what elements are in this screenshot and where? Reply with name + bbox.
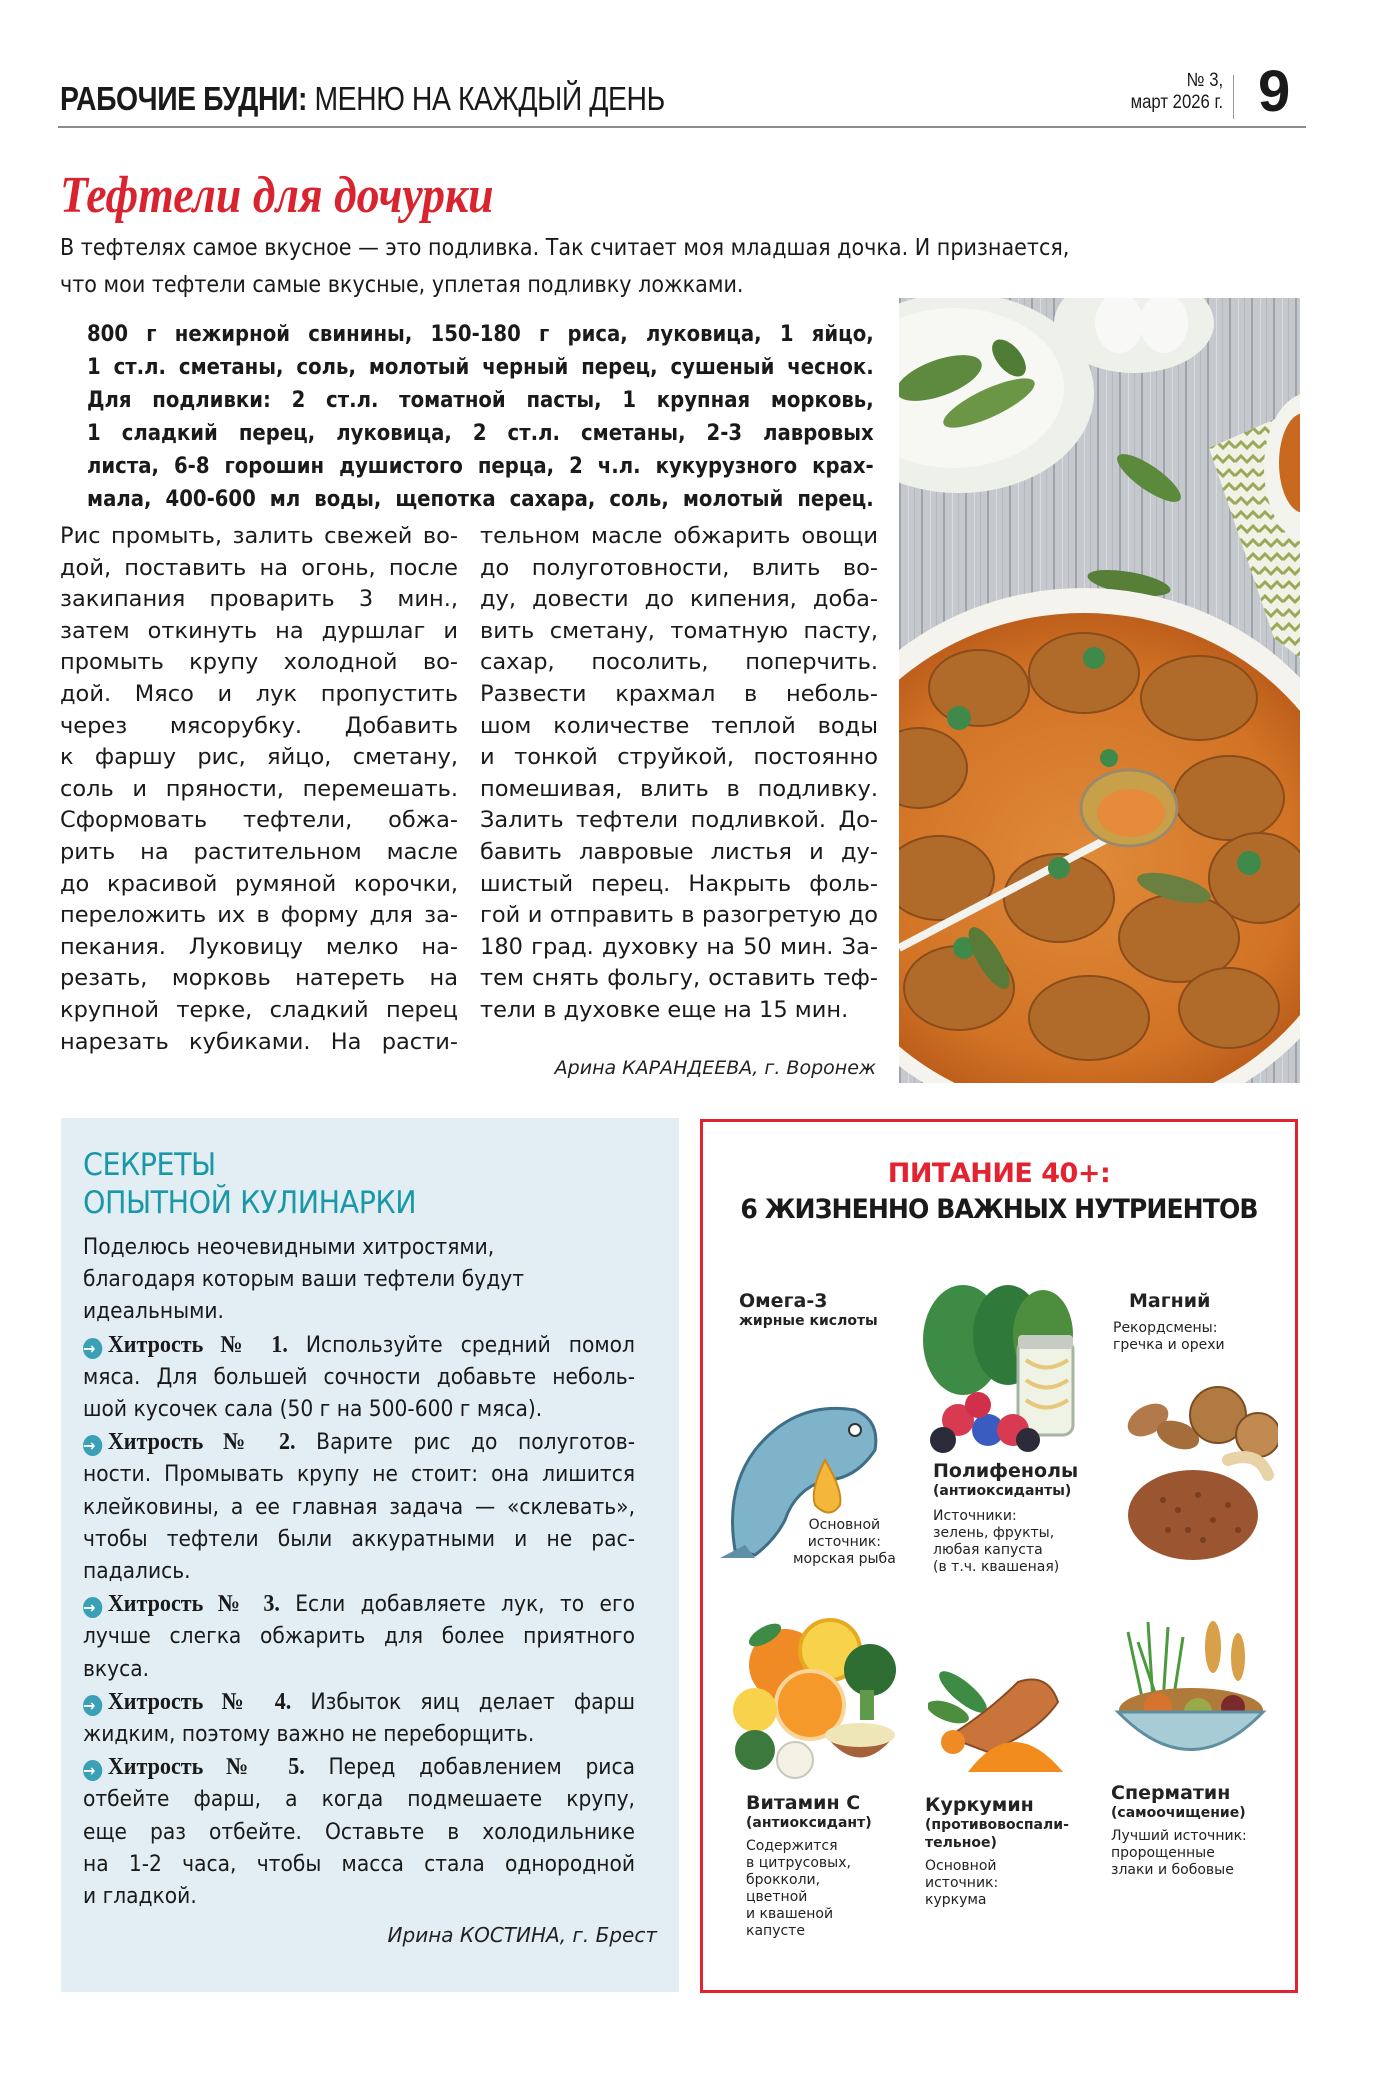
greens-berries-jar-icon [918, 1280, 1088, 1455]
sprouts-bowl-icon [1113, 1612, 1268, 1772]
nutrient-magnesium [1113, 1290, 1225, 1354]
meatballs-in-sauce-photo-icon [899, 298, 1300, 1083]
tip-text-line: шой кусочек сала (50 г на 500-600 г мяса). [83, 1397, 543, 1423]
tip-text: Если добавляете лук, то его [279, 1592, 635, 1618]
nutrient-desc-line: пророщенные [1111, 1845, 1215, 1861]
ingredients-line: 1 сладкий перец, луковица, 2 ст.л. сметаны, 2-3 лавровых [87, 421, 874, 446]
body-text-line: закипания проварить 3 мин., [60, 586, 458, 613]
arrow-right-circle-icon: → [83, 1597, 102, 1618]
citrus-broccoli-icon [725, 1610, 910, 1785]
page-number: 9 [1258, 59, 1291, 124]
body-text-line: шистый перец. Накрыть фоль- [480, 870, 878, 897]
tip-text: Варите рис до полуготов- [295, 1430, 635, 1456]
issue-info [1130, 70, 1223, 114]
nutrient-vitamin-c [746, 1792, 872, 1940]
body-text-line: сахар, посолить, поперчить. [480, 649, 878, 676]
secrets-author: Ирина КОСТИНА, г. Брест [387, 1923, 657, 1947]
tip-item [83, 1329, 635, 1362]
recipe-body-column-2 [480, 521, 878, 1027]
body-text-line: 180 град. духовку на 50 мин. За- [480, 933, 878, 960]
tip-text-line: на 1-2 часа, чтобы масса стала однородной [83, 1851, 635, 1877]
nutrient-spermatin [1111, 1782, 1247, 1879]
nutrition-title: ПИТАНИЕ 40+: [887, 1158, 1111, 1189]
nutrient-subtitle: (антиоксидант) [746, 1815, 872, 1831]
issue-date: март 2026 г. [1130, 92, 1223, 113]
nutrient-desc-line: злаки и бобовые [1111, 1862, 1234, 1878]
body-text-line: крупной терке, сладкий перец [60, 996, 458, 1023]
tip-text-line: падались. [83, 1559, 191, 1585]
nutrient-subtitle-line: тельное) [925, 1835, 997, 1851]
recipe-author: Арина КАРАНДЕЕВА, г. Воронеж [554, 1057, 876, 1079]
tip-item [83, 1588, 635, 1621]
arrow-right-circle-icon: → [83, 1695, 102, 1716]
tip-text-line: мяса. Для большей сочности добавьте неболь- [83, 1364, 635, 1390]
secrets-intro-line: благодаря которым ваши тефтели будут [83, 1267, 524, 1293]
nutrient-desc-line: морская рыба [793, 1551, 896, 1567]
tip-label: Хитрость № 2. [107, 1429, 296, 1456]
body-text-line: помешивая, влить в подливку. [480, 775, 878, 802]
tip-text: Избыток яиц делает фарш [291, 1689, 635, 1715]
tip-text-line: клейковины, а ее главная задача — «склевать», [83, 1494, 635, 1520]
nutrient-desc-line: в цитрусовых, [746, 1855, 851, 1871]
nutrient-desc-line: источник: [807, 1534, 881, 1550]
issue-number: № 3, [1186, 70, 1223, 91]
body-text-line: ду, довести до кипения, доба- [480, 586, 878, 613]
body-text-line: Залить тефтели подливкой. До- [480, 807, 878, 834]
tip-text-line: лучше слегка обжарить для более приятного [83, 1624, 635, 1650]
section-title-bold: РАБОЧИЕ БУДНИ: [60, 80, 308, 117]
body-text-line: дой, поставить на огонь, после [60, 554, 458, 581]
section-header [60, 80, 665, 118]
tip-label: Хитрость № 4. [107, 1688, 292, 1715]
body-text-line: до полуготовности, влить во- [480, 554, 878, 581]
body-text-line: Рис промыть, залить свежей во- [60, 523, 458, 549]
ingredients-line: Для подливки: 2 ст.л. томатной пасты, 1 крупная морковь, [87, 388, 874, 413]
intro-line: В тефтелях самое вкусное — это подливка. Так считает моя младшая дочка. И признается, [60, 235, 1070, 261]
body-text-line: шом количестве теплой воды [480, 712, 878, 739]
nutrient-desc-line: Рекордсмены: [1113, 1320, 1218, 1336]
nutrient-name: Омега-3 [739, 1290, 828, 1312]
recipe-title: Тефтели для дочурки [60, 167, 494, 224]
tip-item [83, 1751, 635, 1784]
tip-item [83, 1426, 635, 1459]
arrow-right-circle-icon: → [83, 1435, 102, 1456]
nutrient-desc-line: куркума [925, 1892, 987, 1908]
body-text-line: рить на растительном масле [60, 838, 458, 865]
body-text-line: Развести крахмал в неболь- [480, 680, 878, 707]
nutrient-name: Куркумин [925, 1794, 1034, 1816]
secrets-title [83, 1146, 416, 1222]
nutrient-desc-line: (в т.ч. квашеная) [933, 1559, 1060, 1575]
tip-text-line: вкуса. [83, 1656, 150, 1682]
ingredients-line: 1 ст.л. сметаны, соль, молотый черный перец, сушеный чеснок. [87, 355, 874, 380]
nutrient-desc-line: цветной [746, 1889, 808, 1905]
nutrient-desc-line: Источники: [933, 1508, 1017, 1524]
nutrient-desc-line: Основной [808, 1517, 881, 1533]
nutrient-desc-line: источник: [925, 1875, 999, 1891]
arrow-right-circle-icon: → [83, 1760, 102, 1781]
body-text-line: тем снять фольгу, оставить теф- [480, 965, 878, 992]
nutrient-desc-line: гречка и орехи [1113, 1337, 1225, 1353]
nutrient-subtitle-line: (противовоспали- [925, 1817, 1069, 1833]
secrets-title-line: СЕКРЕТЫ [83, 1147, 216, 1183]
intro-line: что мои тефтели самые вкусные, уплетая подливку ложками. [60, 272, 744, 298]
body-text-line: дой. Мясо и лук пропустить [60, 680, 458, 707]
nutrient-desc-line: Лучший источник: [1111, 1828, 1247, 1844]
nutrient-name: Полифенолы [933, 1460, 1079, 1482]
body-text-line: через мясорубку. Добавить [60, 712, 458, 739]
body-text-line: тельном масле обжарить овощи [480, 523, 878, 549]
ingredients-line: листа, 6-8 горошин душистого перца, 2 ч.л. кукурузного крах- [87, 454, 874, 479]
body-text-line: резать, морковь натереть на [60, 965, 458, 992]
body-text-line: гой и отправить в разогретую до [480, 902, 878, 929]
nutrient-desc-line: любая капуста [933, 1542, 1043, 1558]
tip-text-line: чтобы тефтели были аккуратными и не рас- [83, 1526, 635, 1552]
body-text-line: переложить их в форму для за- [60, 902, 458, 929]
tip-text: Перед добавлением риса [304, 1755, 635, 1781]
section-title-rest: МЕНЮ НА КАЖДЫЙ ДЕНЬ [314, 80, 665, 117]
body-text-line: к фаршу рис, яйцо, сметану, [60, 744, 458, 771]
tip-item [83, 1686, 635, 1719]
turmeric-icon [928, 1662, 1078, 1782]
ingredients-list [87, 318, 874, 516]
body-text-line: соль и пряности, перемешать. [60, 775, 458, 802]
secrets-intro-line: идеальными. [83, 1299, 224, 1325]
recipe-intro [60, 230, 1194, 304]
nutrition-subtitle: 6 ЖИЗНЕННО ВАЖНЫХ НУТРИЕНТОВ [740, 1194, 1258, 1225]
tip-text-line: отбейте фарш, а когда подмешаете крупу, [83, 1787, 635, 1813]
header-separator [1233, 75, 1234, 119]
body-text-line: бавить лавровые листья и ду- [480, 838, 878, 865]
nutrient-desc-line: зелень, фрукты, [933, 1525, 1055, 1541]
nutrient-subtitle [925, 1816, 1069, 1852]
body-text-line: затем откинуть на дуршлаг и [60, 617, 458, 644]
nutrient-desc-line: Основной [925, 1858, 997, 1874]
nutrient-desc-line: и квашеной [746, 1906, 834, 1922]
tip-text: Используйте средний помол [287, 1332, 635, 1358]
nutrient-name: Сперматин [1111, 1782, 1231, 1804]
tip-label: Хитрость № 1. [107, 1331, 288, 1358]
secrets-intro-line: Поделюсь неочевидными хитростями, [83, 1235, 495, 1260]
tip-text-line: и гладкой. [83, 1884, 197, 1910]
secrets-title-line: ОПЫТНОЙ КУЛИНАРКИ [83, 1185, 417, 1221]
nutrient-name: Магний [1129, 1290, 1211, 1312]
secrets-body [83, 1232, 635, 1913]
body-text-line: пекания. Луковицу мелко на- [60, 933, 458, 960]
nutrient-curcumin [925, 1794, 1069, 1909]
tip-text-line: жидким, поэтому важно не переборщить. [83, 1722, 535, 1748]
nutrient-omega3 [739, 1290, 878, 1330]
nutrient-desc-line: капусте [746, 1923, 805, 1939]
recipe-photo [899, 298, 1300, 1083]
ingredients-line: мала, 400-600 мл воды, щепотка сахара, соль, молотый перец. [87, 487, 874, 512]
nutrient-desc-line: Содержится [746, 1838, 838, 1854]
nutrient-subtitle: (самоочищение) [1111, 1805, 1246, 1821]
nutrient-subtitle: (антиоксиданты) [933, 1483, 1072, 1499]
recipe-body-column-1 [60, 521, 458, 1058]
nutrient-desc-line: брокколи, [746, 1872, 821, 1888]
arrow-right-circle-icon: → [83, 1338, 102, 1359]
nutrient-omega3-desc [793, 1517, 896, 1568]
nutrient-subtitle: жирные кислоты [739, 1313, 878, 1329]
body-text-line: Сформовать тефтели, обжа- [60, 807, 458, 834]
nutrition-infographic [700, 1119, 1298, 1993]
body-text-line: и тонкой струйкой, постоянно [480, 744, 878, 771]
tip-text-line: ности. Промывать крупу не стоит: она лишится [83, 1462, 635, 1488]
secrets-box [61, 1118, 679, 1992]
body-text-line: нарезать кубиками. На расти- [60, 1028, 458, 1055]
tip-label: Хитрость № 5. [107, 1754, 305, 1781]
nutrient-polyphenols [933, 1460, 1078, 1576]
tip-text-line: еще раз отбейте. Оставьте в холодильнике [83, 1819, 635, 1845]
body-text-line: тели в духовке еще на 15 мин. [480, 996, 849, 1023]
tip-label: Хитрость № 3. [107, 1591, 280, 1618]
nutrient-name: Витамин С [746, 1792, 861, 1814]
ingredients-line: 800 г нежирной свинины, 150-180 г риса, луковица, 1 яйцо, [87, 322, 874, 347]
body-text-line: промыть крупу холодной во- [60, 649, 458, 676]
header-rule [58, 126, 1306, 128]
body-text-line: вить сметану, томатную пасту, [480, 617, 878, 644]
nuts-buckwheat-icon [1108, 1380, 1278, 1575]
body-text-line: до красивой румяной корочки, [60, 870, 458, 897]
